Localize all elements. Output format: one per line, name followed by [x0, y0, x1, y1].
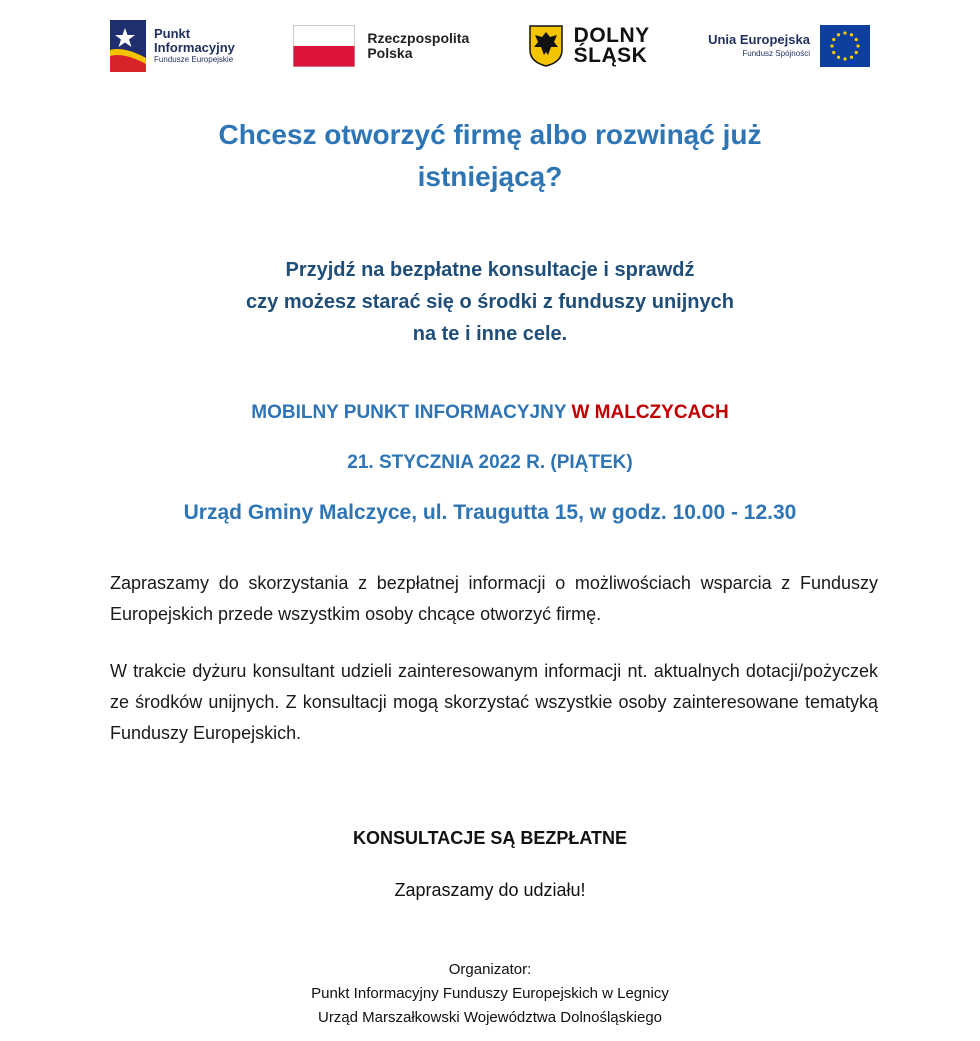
invitation-text: Zapraszamy do udziału! — [394, 880, 586, 900]
headline-line2: istniejącą? — [417, 161, 563, 192]
eu-star-icon — [832, 38, 835, 41]
eu-star-icon — [837, 33, 840, 36]
eu-star-icon — [850, 56, 853, 59]
unia-title: Unia Europejska — [708, 31, 810, 47]
rzeczpospolita-logo — [293, 25, 469, 67]
event-place: Urząd Gminy Malczyce, ul. Traugutta 15, w godz. 10.00 - 12.30 — [183, 501, 797, 524]
eu-star-icon — [850, 33, 853, 36]
logo-title-line2: Informacyjny — [154, 39, 235, 55]
event-title-prefix: MOBILNY PUNKT INFORMACYJNY — [251, 402, 572, 423]
organizer-line2: Urząd Marszałkowski Województwa Dolnośląskiego — [317, 1009, 663, 1026]
organizer-line1: Punkt Informacyjny Funduszy Europejskich w Legnicy — [311, 985, 669, 1002]
fundusze-europejskie-star-icon — [110, 20, 146, 72]
rzeczpospolita-line2: Polska — [367, 45, 413, 61]
eu-flag-icon — [820, 25, 870, 67]
eu-star-icon — [856, 44, 859, 47]
logo-subtitle: Fundusze Europejskie — [154, 55, 234, 65]
body-paragraph-1: Zapraszamy do skorzystania z bezpłatnej informacji o możliwościach wsparcia z Funduszy Europejskich przede wszystkim osoby chcące otworzyć firmę. — [110, 573, 878, 624]
eu-star-icon — [843, 31, 846, 34]
body-paragraph-2: W trakcie dyżuru konsultant udzieli zainteresowanym informacji nt. aktualnych dotacji/pożyczek ze środków unijnych. Z konsultacji mogą skorzystać wszystkie osoby zainteresowane tematyką Funduszy Europejskich. — [110, 661, 878, 743]
eu-star-icon — [855, 38, 858, 41]
unia-subtitle: Fundusz Spójności — [742, 49, 810, 59]
subhead-line2: czy możesz starać się o środki z funduszy unijnych — [246, 291, 734, 313]
rzeczpospolita-line1: Rzeczpospolita — [367, 29, 470, 46]
eu-star-icon — [837, 56, 840, 59]
slask-line: ŚLĄSK — [573, 44, 648, 67]
polish-flag-icon — [293, 25, 355, 67]
dolny-line: DOLNY — [573, 24, 650, 48]
logo-strip — [110, 14, 870, 78]
eu-star-icon — [855, 51, 858, 54]
event-title-location: W MALCZYCACH — [571, 402, 729, 423]
subhead-line1: Przyjdź na bezpłatne konsultacje i sprawdź — [285, 259, 695, 281]
eu-star-icon — [843, 57, 846, 60]
eagle-shield-icon — [528, 24, 564, 68]
free-consultation-note: KONSULTACJE SĄ BEZPŁATNE — [352, 828, 627, 848]
eu-star-icon — [830, 44, 833, 47]
unia-europejska-logo — [708, 25, 870, 67]
headline-line1: Chcesz otworzyć firmę albo rozwinąć już — [218, 119, 762, 150]
punkt-informacyjny-logo — [110, 20, 235, 72]
subhead-line3: na te i inne cele. — [412, 323, 568, 345]
page-headline — [0, 114, 980, 198]
event-date: 21. STYCZNIA 2022 R. (PIĄTEK) — [347, 452, 633, 473]
dolny-slask-logo — [528, 24, 650, 68]
event-title — [0, 402, 980, 424]
organizer-label: Organizator: — [448, 961, 532, 978]
eu-star-icon — [832, 51, 835, 54]
organizer-block — [0, 958, 980, 1030]
subheading — [0, 254, 980, 350]
logo-title-line1: Punkt — [154, 26, 191, 42]
